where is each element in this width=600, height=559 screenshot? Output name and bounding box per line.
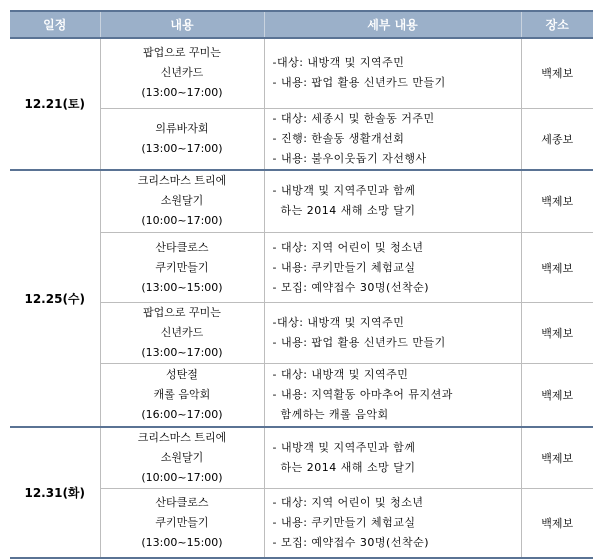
event-title-line: 쿠키만들기: [155, 515, 209, 529]
event-place-cell: 백제보: [521, 170, 593, 233]
event-title-line: 산타클로스: [155, 495, 209, 509]
event-details-cell: [264, 364, 521, 427]
event-time: (10:00~17:00): [141, 470, 223, 484]
detail-line: - 내방객 및 지역주민과 함께: [272, 440, 416, 454]
event-title-line: 소원달기: [160, 194, 204, 208]
detail-line: - 대상: 지역 어린이 및 청소년: [272, 495, 424, 509]
event-content-cell: [100, 38, 264, 108]
event-place-cell: 백제보: [521, 364, 593, 427]
event-place-cell: 백제보: [521, 488, 593, 558]
table-row: [10, 38, 593, 108]
event-details-cell: [264, 488, 521, 558]
detail-line: - 대상: 지역 어린이 및 청소년: [272, 240, 424, 254]
event-place-cell: 백제보: [521, 303, 593, 364]
detail-line: - 내용: 팝업 활용 신년카드 만들기: [272, 336, 446, 349]
event-content-cell: [100, 488, 264, 558]
detail-line: 함께하는 캐롤 음악회: [272, 407, 389, 421]
event-title-line: 쿠키만들기: [155, 260, 209, 274]
event-place-cell: 세종보: [521, 108, 593, 170]
event-title-line: 크리스마스 트리에: [137, 430, 227, 444]
event-title-line: 신년카드: [160, 66, 204, 80]
detail-line: - 내용: 불우이웃돕기 자선행사: [272, 151, 427, 165]
event-title-line: 팝업으로 꾸미는: [143, 46, 221, 60]
table-row: [10, 170, 593, 233]
event-content-cell: [100, 233, 264, 303]
event-title-line: 소원달기: [160, 450, 204, 464]
event-title-line: 산타클로스: [155, 240, 209, 254]
detail-line: 하는 2014 새해 소망 달기: [272, 204, 416, 218]
event-place-cell: 백제보: [521, 233, 593, 303]
event-content-cell: [100, 108, 264, 170]
event-title-line: 성탄절: [166, 367, 198, 381]
header-details: 세부 내용: [264, 11, 521, 38]
event-time: (13:00~15:00): [141, 535, 223, 549]
event-time: (16:00~17:00): [141, 407, 223, 421]
event-content-cell: [100, 170, 264, 233]
event-content-cell: [100, 303, 264, 364]
event-content-cell: [100, 427, 264, 489]
event-details-cell: [264, 303, 521, 364]
event-time: (13:00~17:00): [141, 346, 223, 359]
event-place-cell: 백제보: [521, 38, 593, 108]
detail-line: - 모집: 예약접수 30명(선착순): [272, 280, 430, 294]
event-title-line: 신년카드: [160, 326, 204, 339]
event-time: (13:00~15:00): [141, 280, 223, 294]
date-cell: 12.31(화): [10, 427, 100, 559]
detail-line: - 대상: 세종시 및 한솔동 거주민: [272, 111, 435, 125]
detail-line: - 대상: 내방객 및 지역주민: [272, 367, 409, 381]
detail-line: 하는 2014 새해 소망 달기: [272, 460, 416, 474]
table-row: [10, 427, 593, 489]
event-time: (10:00~17:00): [141, 214, 223, 228]
detail-line: - 내용: 지역활동 아마추어 뮤지션과: [272, 387, 453, 401]
event-details-cell: [264, 427, 521, 489]
detail-line: - 내용: 팝업 활용 신년카드 만들기: [272, 76, 446, 90]
event-details-cell: [264, 170, 521, 233]
event-title-line: 크리스마스 트리에: [137, 174, 227, 188]
detail-line: - 진행: 한솔동 생활개선회: [272, 131, 405, 145]
date-cell: 12.25(수): [10, 170, 100, 427]
event-place-cell: 백제보: [521, 427, 593, 489]
event-details-cell: [264, 233, 521, 303]
date-cell: 12.21(토): [10, 38, 100, 170]
detail-line: - 모집: 예약접수 30명(선착순): [272, 535, 430, 549]
event-title-line: 캐롤 음악회: [153, 387, 211, 401]
event-time: (13:00~17:00): [141, 86, 223, 100]
detail-line: - 내방객 및 지역주민과 함께: [272, 184, 416, 198]
detail-line: - 내용: 쿠키만들기 체험교실: [272, 515, 416, 529]
header-content: 내용: [100, 11, 264, 38]
event-title-line: 팝업으로 꾸미는: [143, 306, 221, 319]
header-place: 장소: [521, 11, 593, 38]
header-date: 일정: [10, 11, 100, 38]
header-row: [10, 11, 593, 38]
detail-line: - 내용: 쿠키만들기 체험교실: [272, 260, 416, 274]
schedule-body: [10, 38, 593, 558]
detail-line: -대상: 내방객 및 지역주민: [272, 316, 405, 329]
detail-line: -대상: 내방객 및 지역주민: [272, 56, 405, 70]
event-details-cell: [264, 38, 521, 108]
event-time: (13:00~17:00): [141, 141, 223, 155]
schedule-table: [10, 10, 593, 559]
event-content-cell: [100, 364, 264, 427]
event-details-cell: [264, 108, 521, 170]
event-title-line: 의류바자회: [155, 121, 209, 135]
